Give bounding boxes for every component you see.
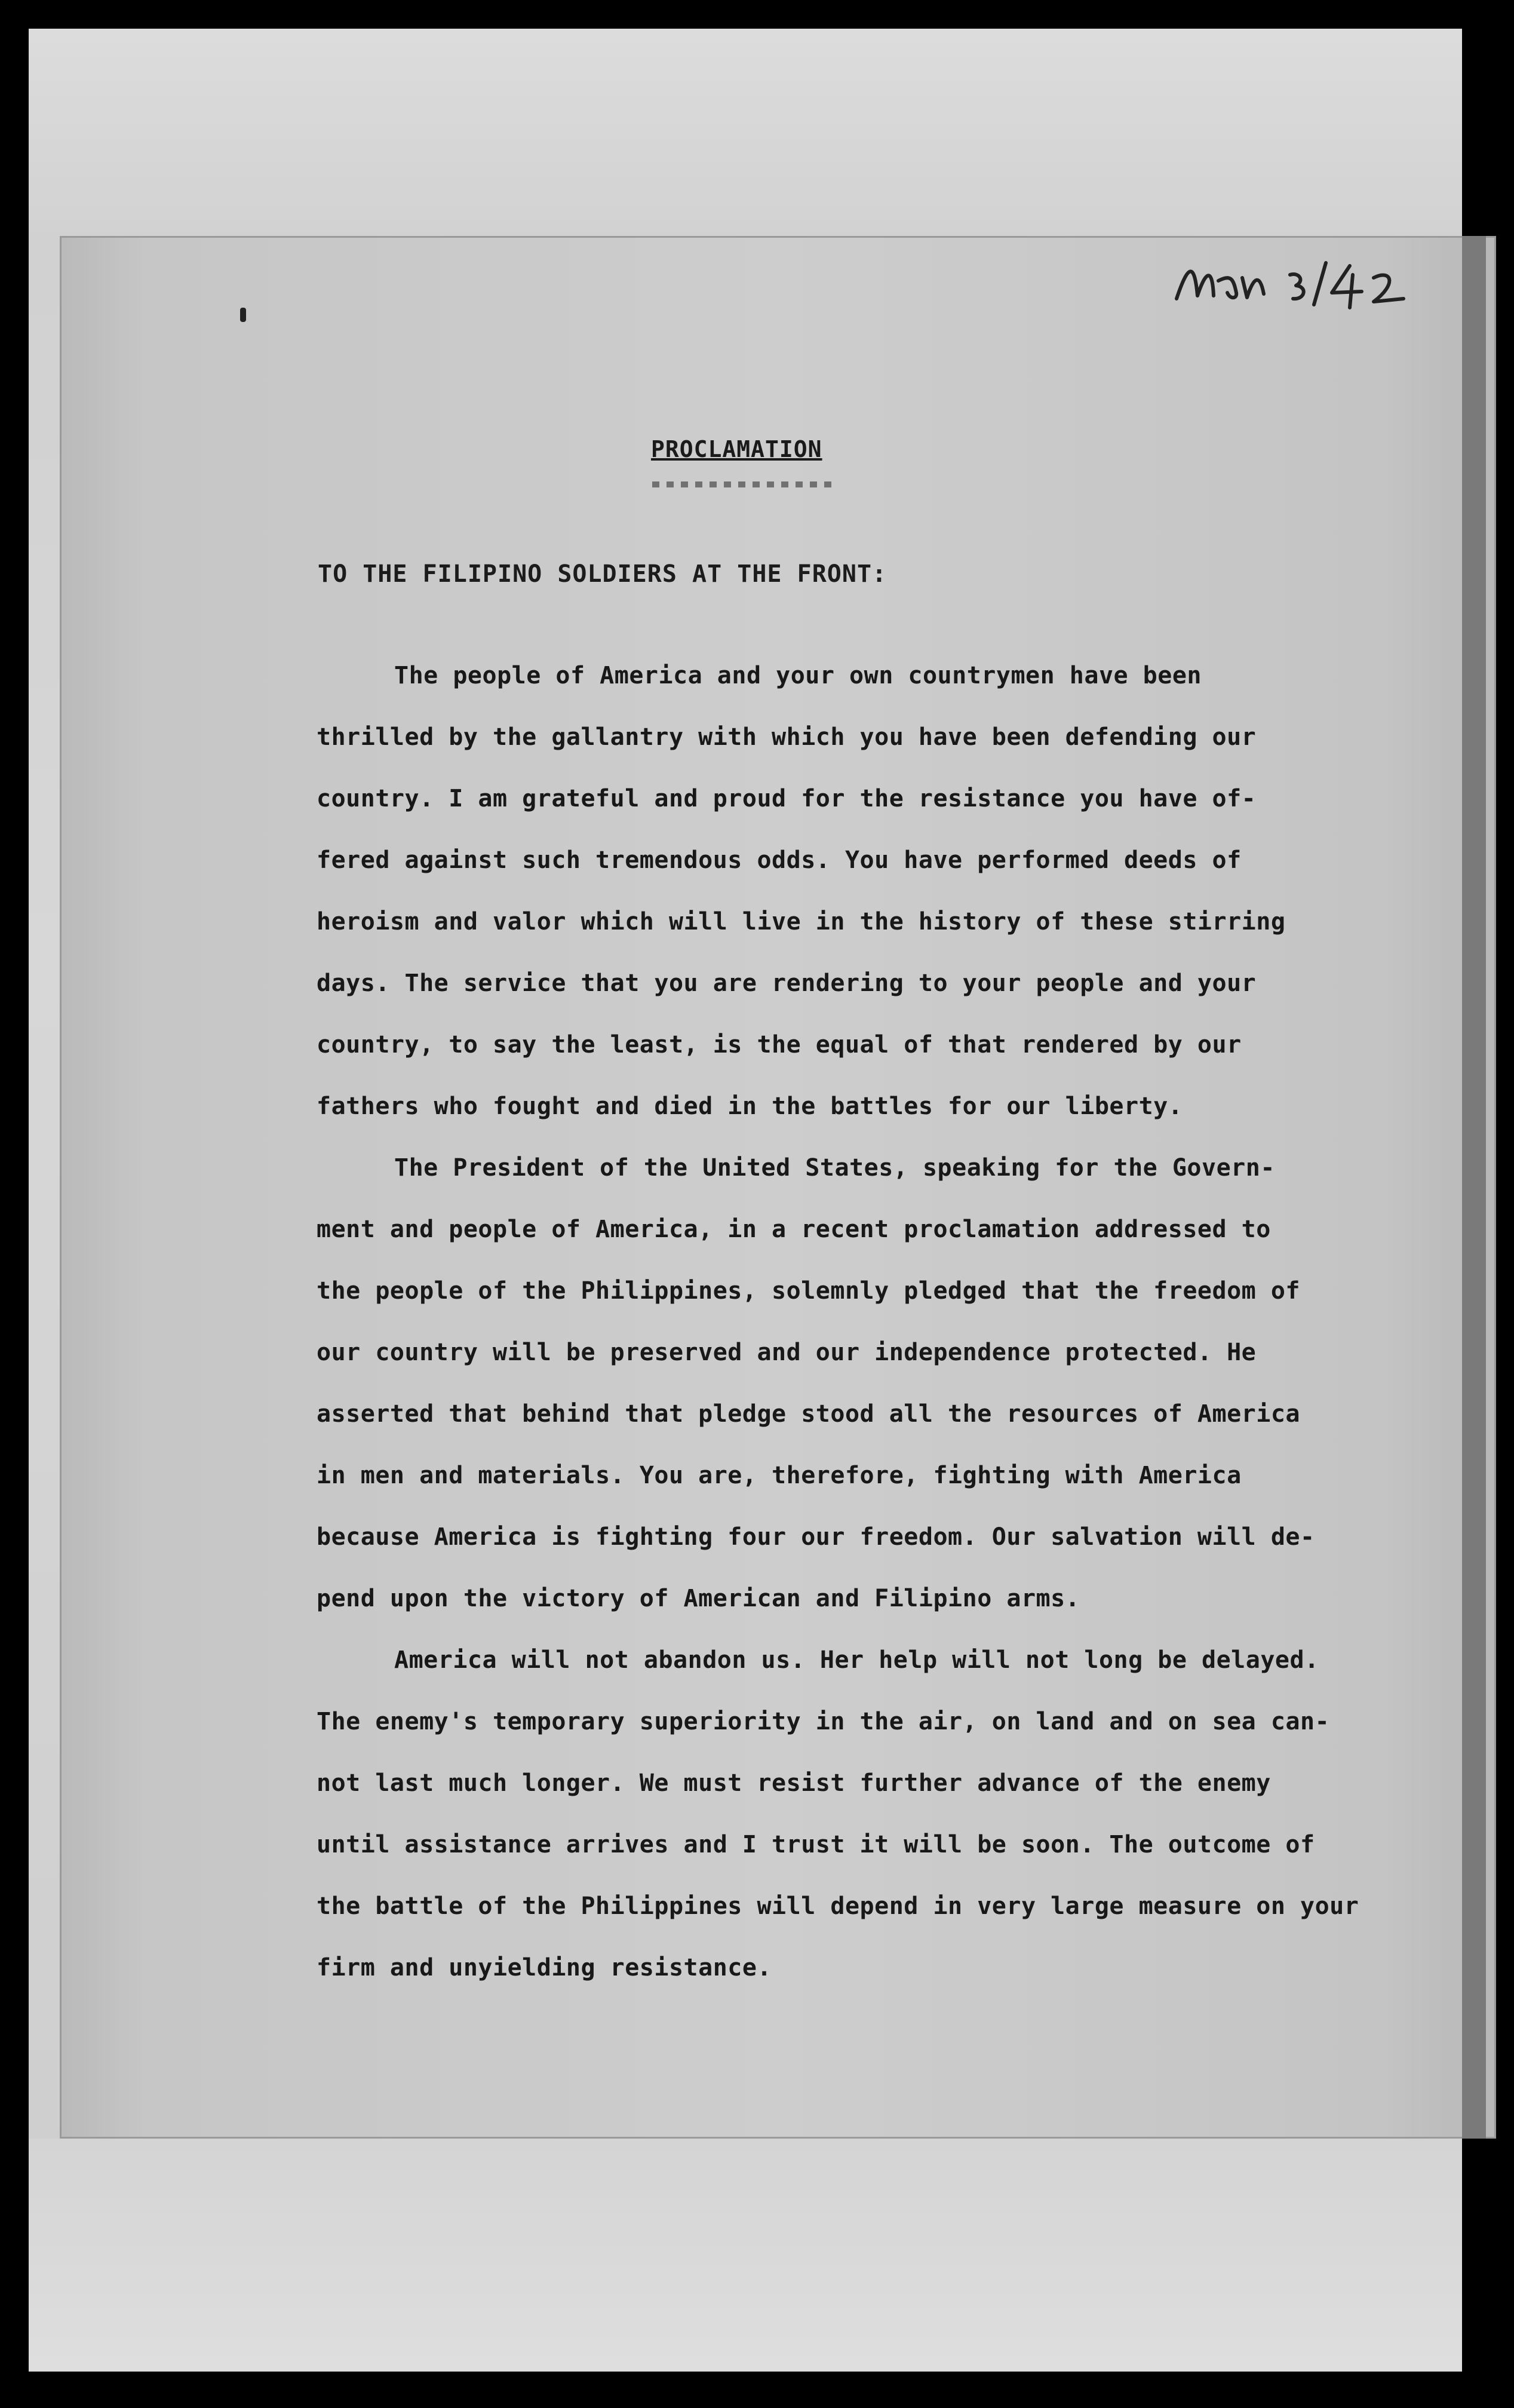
title-underline: [652, 481, 837, 487]
body-text: [317, 645, 1392, 1999]
text-line: our country will be preserved and our independence protected. He: [317, 1339, 1257, 1366]
text-line: the people of the Philippines, solemnly pledged that the freedom of: [317, 1277, 1300, 1305]
text-line: until assistance arrives and I trust it will be soon. The outcome of: [317, 1831, 1315, 1858]
page-edge-shadow: [1462, 236, 1486, 2139]
lower-sheet: [29, 2139, 1462, 2372]
text-line: because America is fighting four our freedom. Our salvation will de-: [317, 1523, 1315, 1551]
text-line: days. The service that you are rendering to your people and your: [317, 970, 1257, 997]
text-line: country. I am grateful and proud for the resistance you have of-: [317, 785, 1257, 812]
text-line: heroism and valor which will live in the history of these stirring: [317, 908, 1286, 935]
text-line: in men and materials. You are, therefore, fighting with America: [317, 1462, 1242, 1489]
text-line: fathers who fought and died in the battles for our liberty.: [317, 1093, 1183, 1120]
text-line: The people of America and your own countrymen have been: [394, 662, 1202, 689]
text-line: firm and unyielding resistance.: [317, 1954, 772, 1981]
punch-mark: [240, 308, 246, 322]
document-title: PROCLAMATION: [651, 436, 822, 462]
text-line: fered against such tremendous odds. You have performed deeds of: [317, 846, 1242, 874]
text-line: the battle of the Philippines will depend in very large measure on your: [317, 1892, 1359, 1920]
salutation: TO THE FILIPINO SOLDIERS AT THE FRONT:: [318, 560, 887, 588]
text-line: The enemy's temporary superiority in the air, on land and on sea can-: [317, 1708, 1330, 1735]
text-line: asserted that behind that pledge stood all the resources of America: [317, 1400, 1300, 1428]
text-line: not last much longer. We must resist further advance of the enemy: [317, 1769, 1271, 1797]
text-line: The President of the United States, speaking for the Govern-: [394, 1154, 1275, 1182]
text-line: thrilled by the gallantry with which you have been defending our: [317, 723, 1257, 751]
text-line: America will not abandon us. Her help will not long be delayed.: [394, 1646, 1319, 1674]
text-line: pend upon the victory of American and Filipino arms.: [317, 1585, 1080, 1612]
text-line: country, to say the least, is the equal of that rendered by our: [317, 1031, 1242, 1059]
handwritten-date: [1171, 251, 1457, 317]
text-line: ment and people of America, in a recent proclamation addressed to: [317, 1216, 1271, 1243]
